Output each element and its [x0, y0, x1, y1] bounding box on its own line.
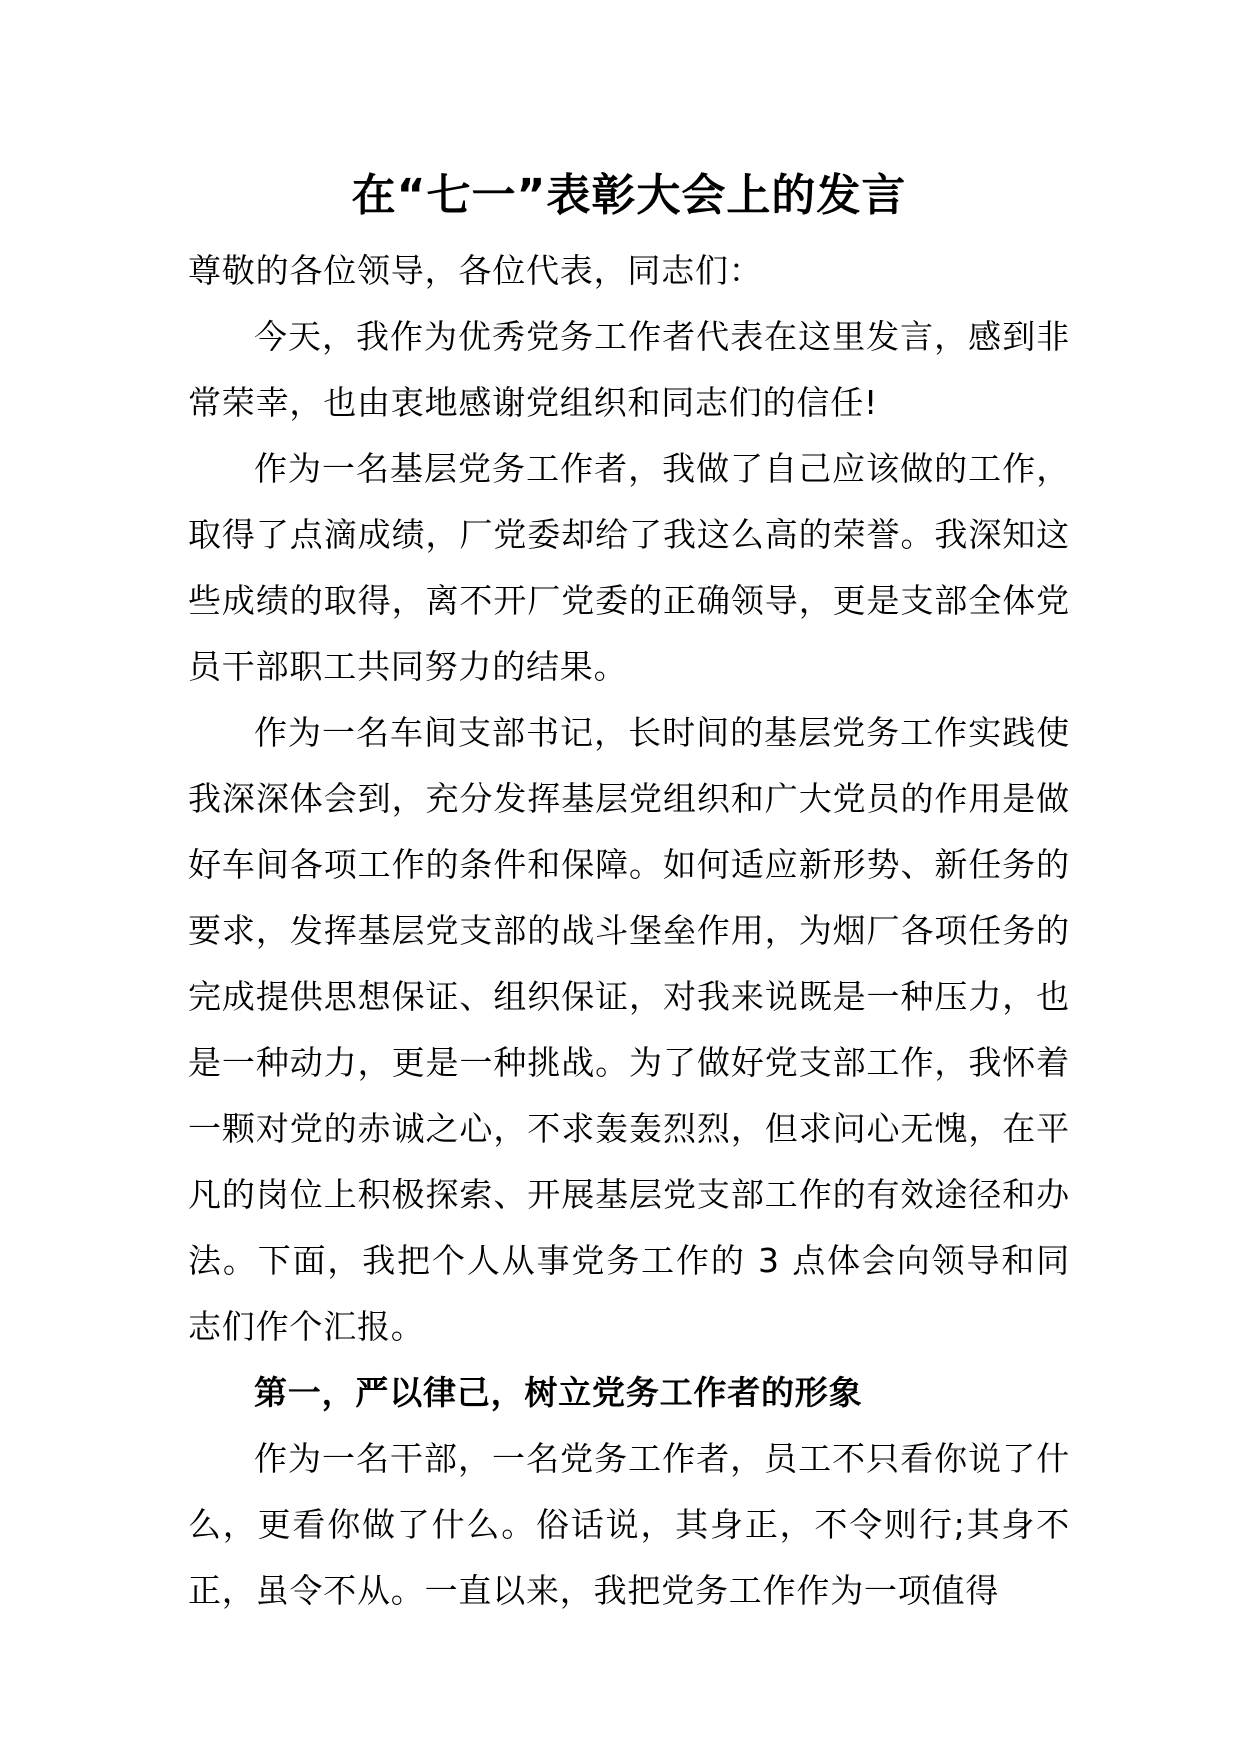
paragraph-3: 作为一名车间支部书记，长时间的基层党务工作实践使我深深体会到，充分发挥基层党组织和广大党员的作用是做好车间各项工作的条件和保障。如何适应新形势、新任务的要求，发挥基层党支部的战斗堡垒作用，为烟厂各项任务的完成提供思想保证、组织保证，对我来说既是一种压力，也是一种动力，更是一种挑战。为了做好党支部工作，我怀着一颗对党的赤诚之心，不求轰轰烈烈，但求问心无愧，在平凡的岗位上积极探索、开展基层党支部工作的有效途径和办法。下面，我把个人从事党务工作的 3 点体会向领导和同志们作个汇报。 [188, 713, 1070, 1346]
greeting: 尊敬的各位领导，各位代表，同志们： [188, 251, 763, 290]
paragraph-1: 今天，我作为优秀党务工作者代表在这里发言，感到非常荣幸，也由衷地感谢党组织和同志们的信任! [188, 317, 1070, 422]
section-paragraph: 作为一名干部，一名党务工作者，员工不只看你说了什么，更看你做了什么。俗话说，其身正，不令则行;其身不正，虽令不从。一直以来，我把党务工作作为一项值得 [188, 1439, 1070, 1610]
paragraph-2: 作为一名基层党务工作者，我做了自己应该做的工作，取得了点滴成绩，厂党委却给了我这么高的荣誉。我深知这些成绩的取得，离不开厂党委的正确领导，更是支部全体党员干部职工共同努力的结果。 [188, 449, 1070, 686]
section-heading: 第一，严以律己，树立党务工作者的形象 [254, 1373, 863, 1412]
document-title: 在“七一”表彰大会上的发言 [351, 170, 907, 221]
